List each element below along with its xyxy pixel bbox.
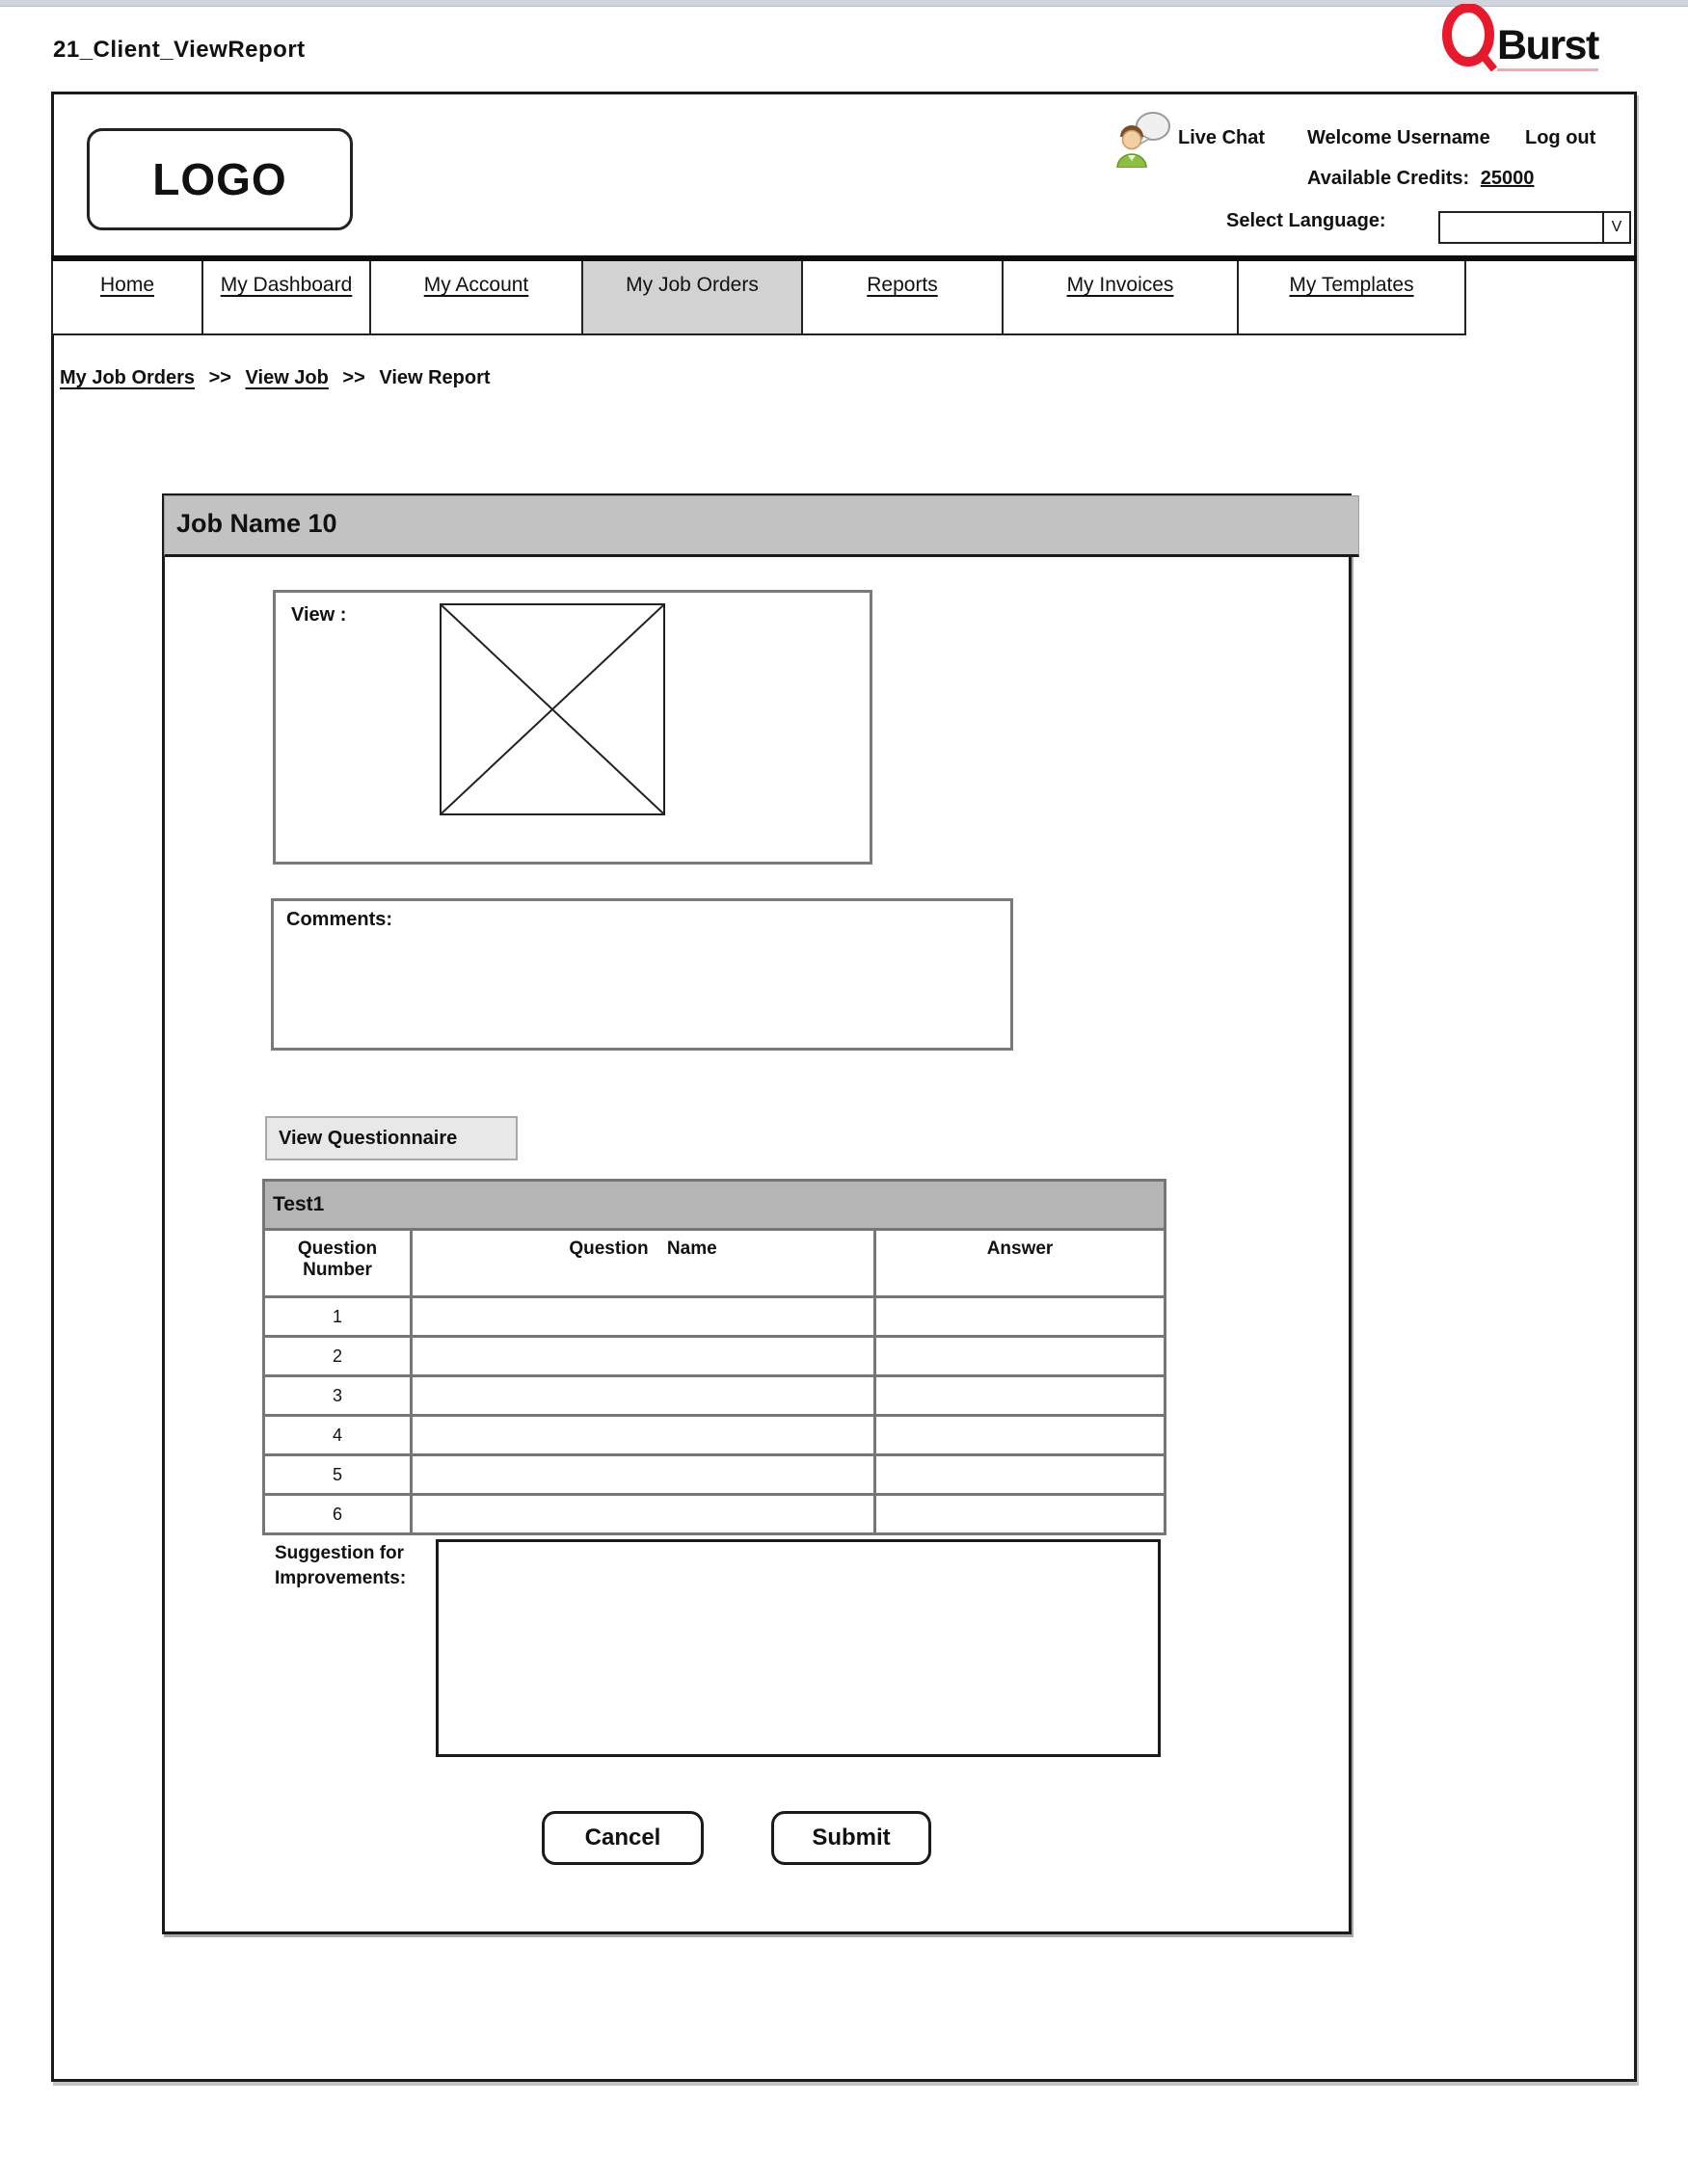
table-row — [264, 1376, 1166, 1416]
question-name-cell — [412, 1376, 875, 1416]
breadcrumb-separator: >> — [342, 367, 365, 388]
window-top-strip — [0, 0, 1688, 7]
question-number-cell: 4 — [264, 1416, 412, 1455]
question-number-cell: 2 — [264, 1337, 412, 1376]
table-row — [264, 1455, 1166, 1495]
comments-section — [271, 898, 1013, 1051]
tab-my-job-orders[interactable] — [581, 261, 803, 335]
table-row — [264, 1297, 1166, 1337]
answer-cell — [875, 1416, 1166, 1455]
questionnaire-table-title: Test1 — [264, 1181, 1166, 1230]
tab-label: My Account — [423, 274, 529, 296]
logout-link[interactable]: Log out — [1525, 127, 1596, 148]
question-name-cell — [412, 1416, 875, 1455]
tab-my-account[interactable] — [369, 261, 583, 335]
select-language-label: Select Language: — [1226, 210, 1386, 231]
comments-label: Comments: — [286, 909, 393, 930]
qburst-q-icon — [1442, 4, 1500, 71]
document-title: 21_Client_ViewReport — [53, 37, 306, 63]
tab-my-invoices[interactable] — [1002, 261, 1239, 335]
logo-text: LOGO — [152, 154, 287, 204]
live-chat-link[interactable]: Live Chat — [1178, 127, 1266, 148]
question-name-cell — [412, 1297, 875, 1337]
dropdown-arrow-icon[interactable]: V — [1602, 213, 1629, 242]
tab-label: My Invoices — [1066, 274, 1174, 296]
tab-home[interactable] — [51, 261, 203, 335]
column-header-answer: Answer — [875, 1230, 1166, 1297]
image-placeholder — [440, 603, 665, 815]
logo-placeholder — [87, 128, 353, 230]
answer-cell — [875, 1297, 1166, 1337]
breadcrumb-separator: >> — [208, 367, 231, 388]
column-header-question-name: Question Name — [412, 1230, 875, 1297]
live-chat-icon[interactable] — [1114, 112, 1172, 168]
questionnaire-table — [262, 1179, 1166, 1535]
answer-cell — [875, 1495, 1166, 1534]
breadcrumb-link-view-job[interactable]: View Job — [245, 367, 329, 388]
answer-cell — [875, 1455, 1166, 1495]
available-credits-value[interactable]: 25000 — [1480, 168, 1535, 189]
answer-cell — [875, 1337, 1166, 1376]
tab-label: Reports — [867, 274, 938, 296]
qburst-wordmark: Burst — [1497, 25, 1598, 71]
table-row — [264, 1337, 1166, 1376]
question-number-cell: 6 — [264, 1495, 412, 1534]
suggestion-label: Suggestion for Improvements: — [275, 1543, 407, 1588]
view-questionnaire-button[interactable]: View Questionnaire — [265, 1116, 518, 1160]
placeholder-x-icon — [442, 605, 663, 813]
breadcrumb-current: View Report — [379, 367, 491, 388]
view-section — [273, 590, 872, 865]
tab-my-dashboard[interactable] — [201, 261, 371, 335]
question-number-cell: 1 — [264, 1297, 412, 1337]
tab-label: My Templates — [1289, 274, 1414, 296]
question-name-cell — [412, 1455, 875, 1495]
question-number-cell: 5 — [264, 1455, 412, 1495]
breadcrumb-link-my-job-orders[interactable]: My Job Orders — [60, 367, 196, 388]
table-row — [264, 1416, 1166, 1455]
question-name-cell — [412, 1337, 875, 1376]
tab-label: My Job Orders — [626, 274, 759, 296]
qburst-logo — [1442, 4, 1598, 71]
available-credits — [1307, 168, 1534, 190]
panel-title: Job Name 10 — [164, 495, 1359, 557]
welcome-username-text: Welcome Username — [1307, 127, 1490, 148]
question-name-cell — [412, 1495, 875, 1534]
cancel-button[interactable]: Cancel — [542, 1811, 704, 1865]
table-row — [264, 1495, 1166, 1534]
submit-button[interactable]: Submit — [771, 1811, 931, 1865]
breadcrumb — [60, 367, 499, 389]
tab-label: Home — [99, 274, 155, 296]
main-navigation — [51, 261, 1466, 335]
question-number-cell: 3 — [264, 1376, 412, 1416]
report-panel — [162, 493, 1352, 1934]
view-label: View : — [291, 604, 347, 626]
suggestion-textarea[interactable] — [436, 1539, 1161, 1757]
answer-cell — [875, 1376, 1166, 1416]
tab-reports[interactable] — [801, 261, 1004, 335]
available-credits-label: Available Credits: — [1307, 168, 1470, 189]
tab-label: My Dashboard — [220, 274, 353, 296]
language-select[interactable] — [1438, 211, 1631, 244]
tab-my-templates[interactable] — [1237, 261, 1466, 335]
column-header-question-number: Question Number — [264, 1230, 412, 1297]
